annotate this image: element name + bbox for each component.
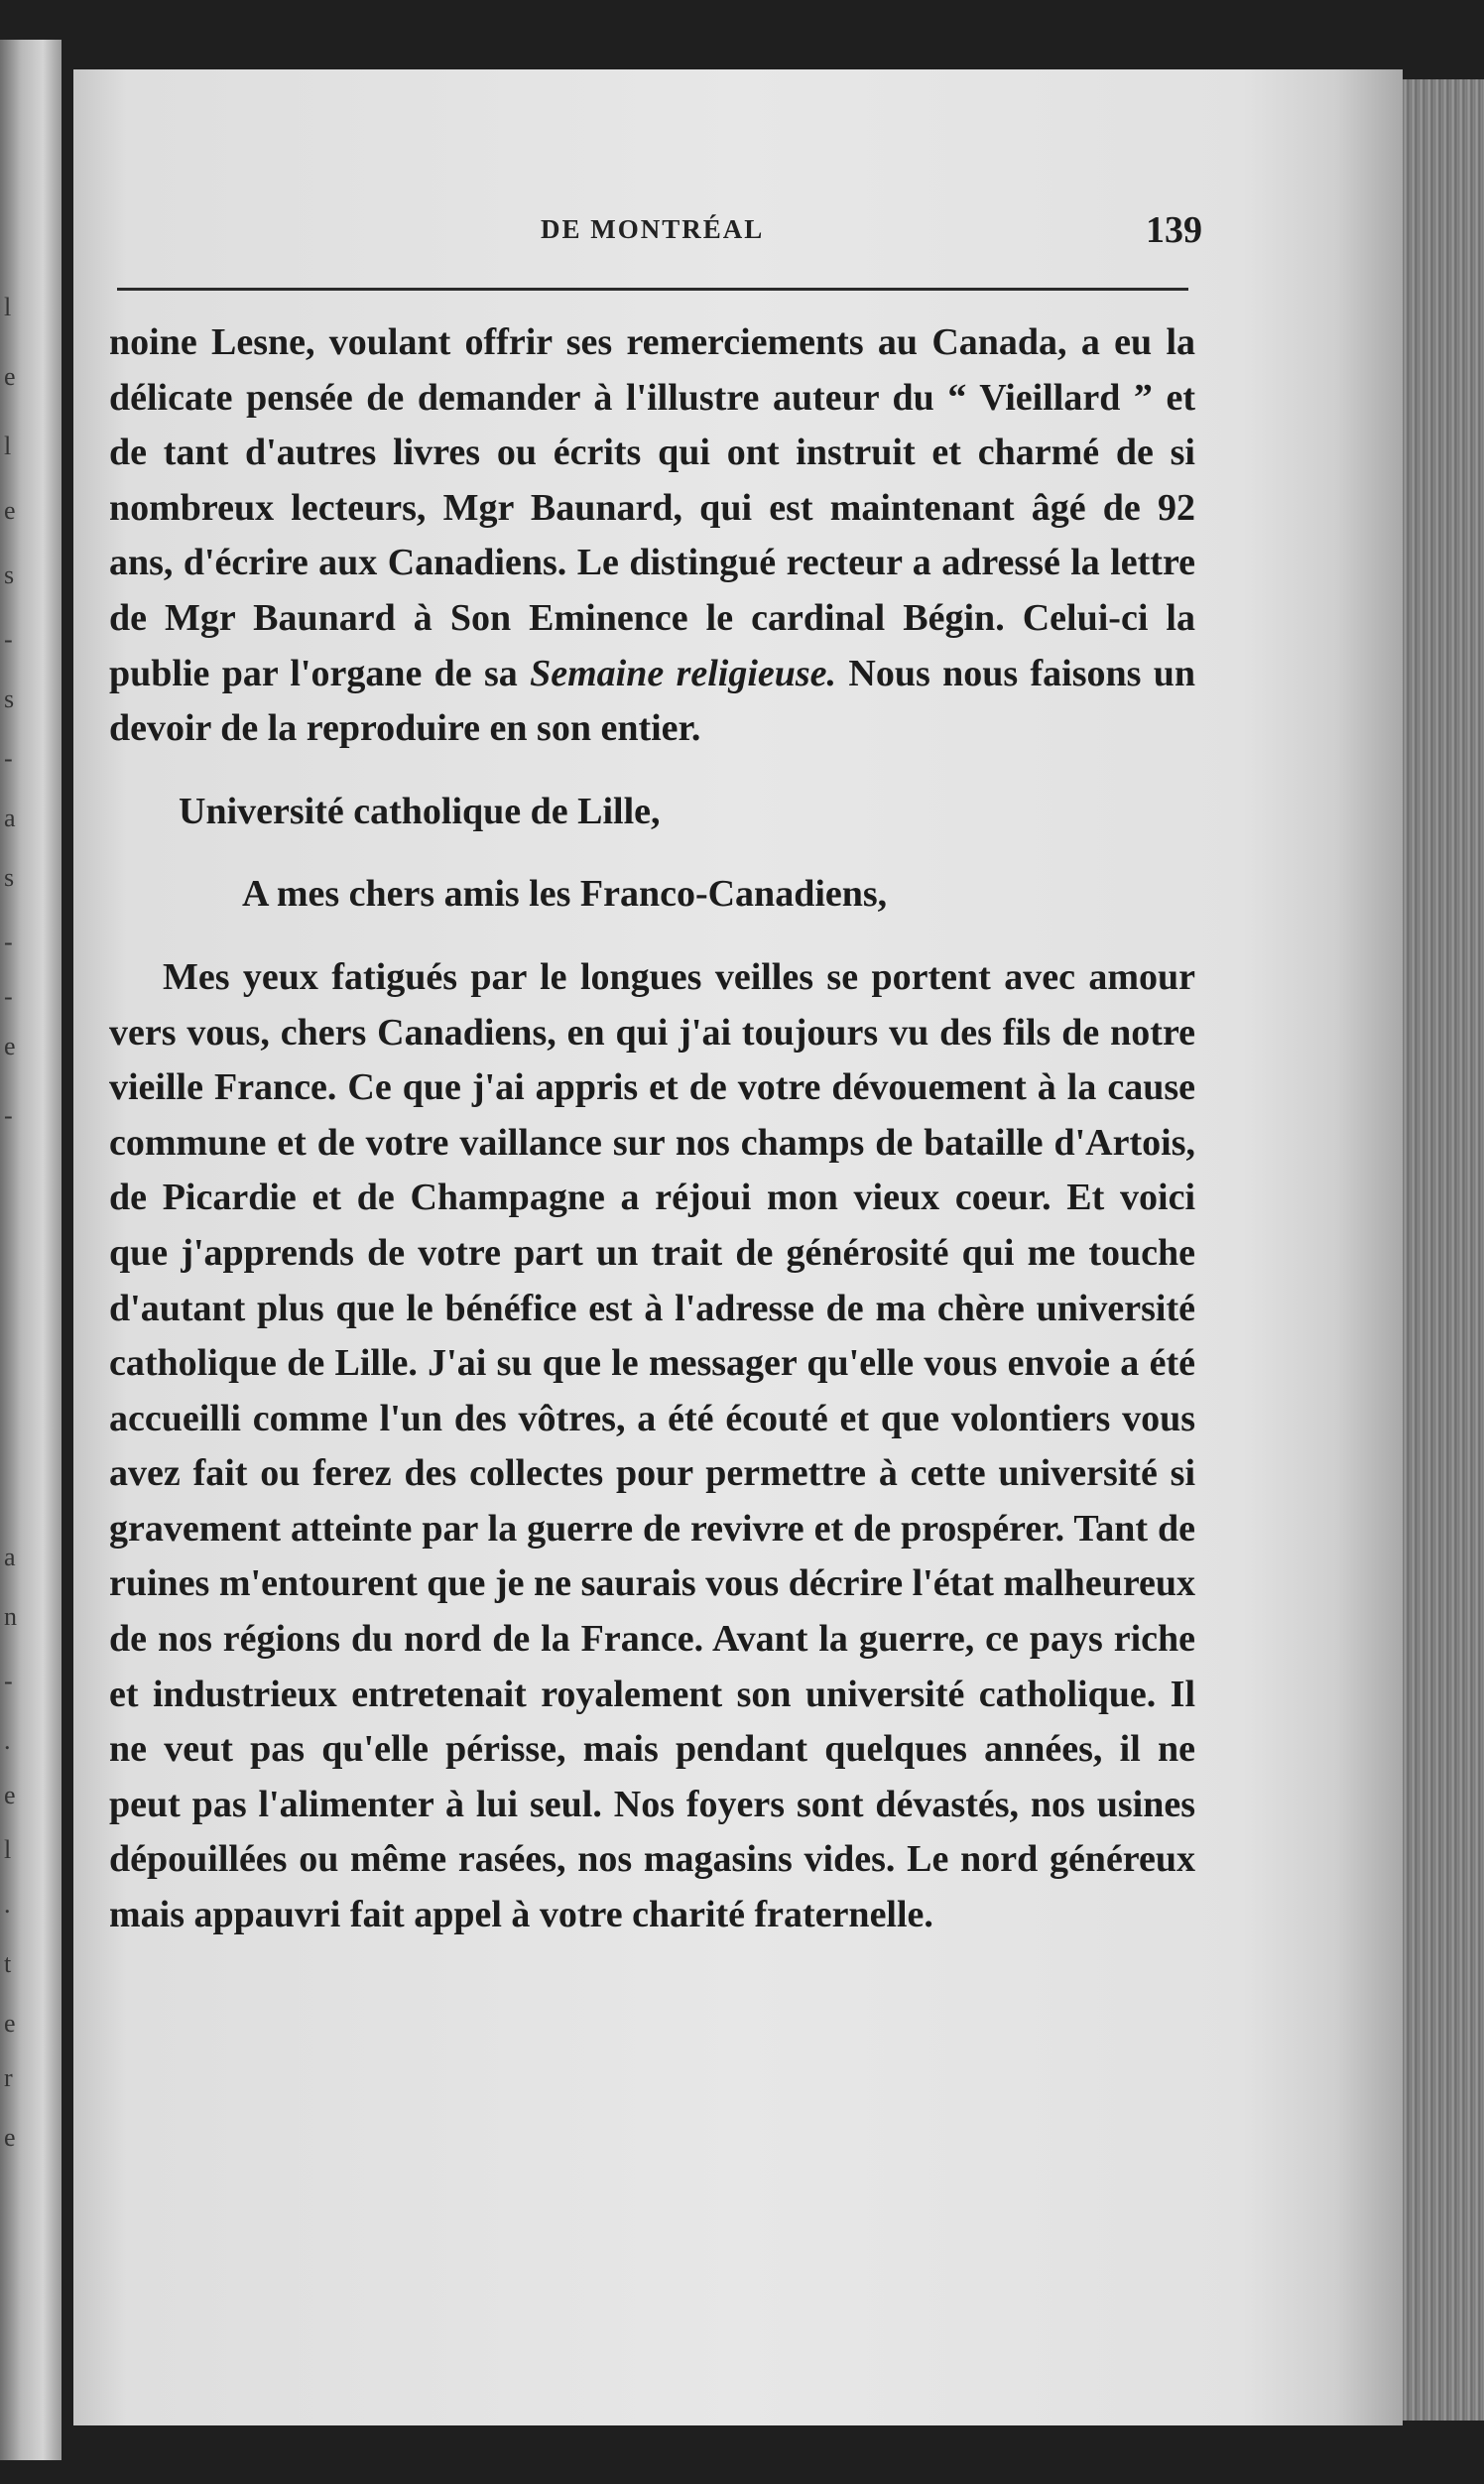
margin-letter: e bbox=[4, 2123, 16, 2152]
margin-letter: t bbox=[4, 1949, 12, 1978]
intro-paragraph bbox=[109, 315, 1195, 757]
margin-letter: s bbox=[4, 684, 15, 713]
margin-letter: . bbox=[4, 1890, 11, 1919]
margin-letter: - bbox=[4, 982, 13, 1011]
letter-paragraph: Mes yeux fatigués par le longues veilles se portent avec amour vers vous, chers Canadiens, en qui j'ai toujours vu des fils de notre vieille France. Ce que j'ai appris et de votre dévouement à la cause commune et de votre vaillance sur nos champs de bataille d'Artois, de Picardie et de Champagne a réjoui mon vieux coeur. Et voici que j'apprends de votre part un trait de générosité qui me touche d'autant plus que le bénéfice est à l'adresse de ma chère université catholique de Lille. J'ai su que le messager qu'elle vous envoie a été accueilli comme l'un des vôtres, a été écouté et que volontiers vous avez fait ou ferez des collectes pour permettre à cette université si gravement atteinte par la guerre de revivre et de prospérer. Tant de ruines m'entourent que je ne saurais vous décrire l'état malheureux de nos régions du nord de la France. Avant la guerre, ce pays riche et industrieux entretenait royalement son université catholique. Il ne veut pas qu'elle périsse, mais pendant quelques années, il ne peut pas l'alimenter à lui seul. Nos foyers sont dévastés, nos usines dépouillées ou même rasées, nos magasins vides. Le nord généreux mais appauvri fait appel à votre charité fraternelle. bbox=[109, 955, 1195, 1936]
publication-title: Semaine religieuse. bbox=[530, 652, 837, 694]
page-header bbox=[119, 208, 1210, 258]
margin-letter: l bbox=[4, 293, 12, 321]
margin-letter: r bbox=[4, 2063, 13, 2092]
header-rule bbox=[117, 288, 1188, 291]
page-number: 139 bbox=[1146, 209, 1202, 251]
margin-letter: - bbox=[4, 928, 13, 956]
margin-letter: s bbox=[4, 560, 15, 589]
margin-letter: n bbox=[4, 1602, 17, 1631]
margin-letter: - bbox=[4, 1667, 13, 1695]
margin-letter: e bbox=[4, 1032, 16, 1060]
running-title: DE MONTRÉAL bbox=[541, 214, 765, 244]
margin-letter: . bbox=[4, 1726, 11, 1755]
margin-letter: e bbox=[4, 362, 16, 391]
margin-letter: e bbox=[4, 496, 16, 525]
letter-sender: Université catholique de Lille, bbox=[179, 790, 661, 832]
margin-letter: - bbox=[4, 744, 13, 773]
margin-letter: e bbox=[4, 1781, 16, 1809]
margin-letter: l bbox=[4, 1835, 12, 1864]
margin-letter: - bbox=[4, 1101, 13, 1130]
margin-letter: a bbox=[4, 1543, 16, 1571]
margin-letter: a bbox=[4, 804, 16, 832]
adjacent-page-edge bbox=[0, 40, 62, 2460]
margin-letter: l bbox=[4, 432, 12, 460]
page-stack-edge bbox=[1403, 79, 1484, 2421]
intro-text-end: Nous nous faisons un devoir de la reproduire en son entier. bbox=[109, 652, 1195, 750]
margin-letter: - bbox=[4, 625, 13, 654]
intro-text-start: noine Lesne, voulant offrir ses remerciements au Canada, a eu la délicate pensée de demander à l'illustre auteur du “ Vieillard ” et de tant d'autres livres ou écrits qui ont instruit et charmé de si nombreux lecteurs, Mgr Baunard, qui est maintenant âgé de 92 ans, d'écrire aux Canadiens. Le distingué recteur a adressé la lettre de Mgr Baunard à Son Eminence le cardinal Bégin. Celui-ci la publie par l'organe de sa bbox=[109, 321, 1195, 694]
body-text bbox=[109, 315, 1195, 1943]
margin-letter: s bbox=[4, 863, 15, 892]
letter-address: A mes chers amis les Franco-Canadiens, bbox=[242, 873, 888, 916]
margin-letter: e bbox=[4, 2009, 16, 2038]
